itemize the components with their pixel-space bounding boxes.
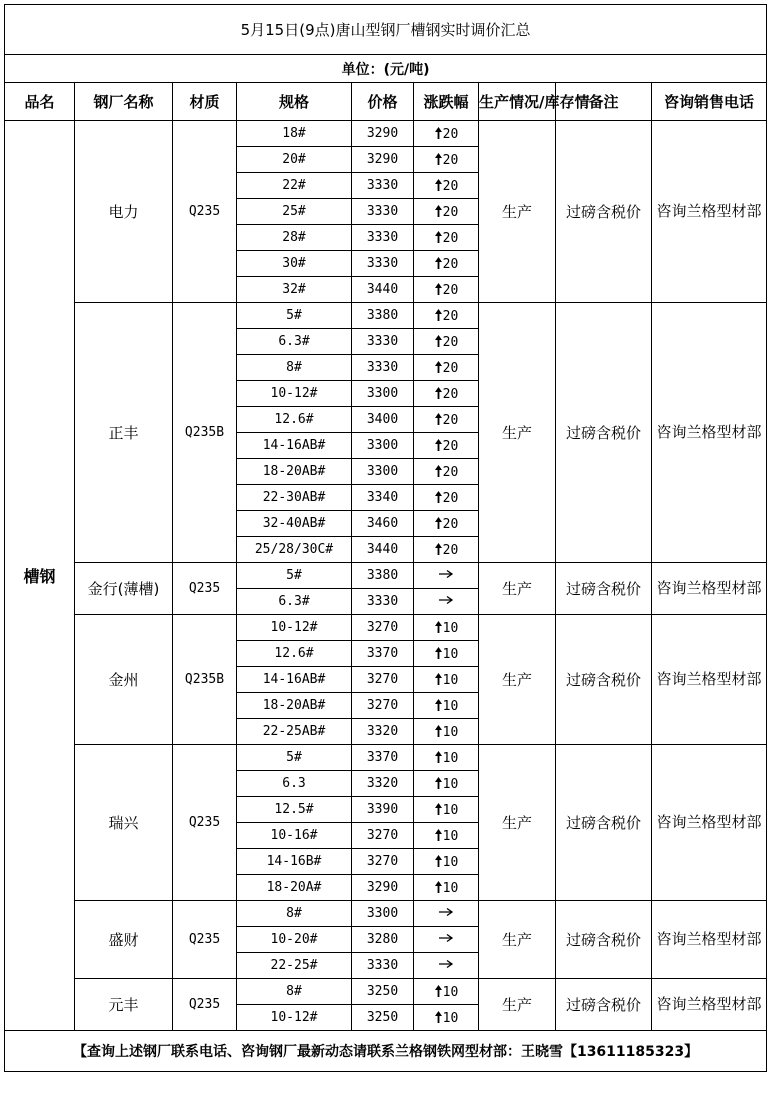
mill-name-cell: 元丰 xyxy=(75,979,173,1031)
remark-cell: 过磅含税价 xyxy=(556,901,652,979)
change-cell xyxy=(414,173,479,199)
spec-cell: 20# xyxy=(237,147,352,173)
arrow-up-icon xyxy=(434,491,443,506)
arrow-up-icon xyxy=(434,621,443,636)
change-value: 20 xyxy=(442,386,459,402)
arrow-right-icon xyxy=(438,594,454,609)
unit-label: 单位：(元/吨) xyxy=(5,55,767,83)
change-value: 10 xyxy=(442,724,459,740)
price-cell: 3320 xyxy=(352,771,414,797)
change-cell xyxy=(414,615,479,641)
mill-name-cell: 金行(薄槽) xyxy=(75,563,173,615)
arrow-up-icon xyxy=(434,257,443,272)
status-cell: 生产 xyxy=(479,563,556,615)
change-cell xyxy=(414,485,479,511)
change-cell xyxy=(414,537,479,563)
change-value: 10 xyxy=(442,802,459,818)
spec-cell: 25/28/30C# xyxy=(237,537,352,563)
status-cell: 生产 xyxy=(479,979,556,1031)
change-cell xyxy=(414,433,479,459)
arrow-up-icon xyxy=(434,153,443,168)
price-cell: 3300 xyxy=(352,381,414,407)
change-value: 10 xyxy=(442,750,459,766)
arrow-up-icon xyxy=(434,803,443,818)
material-cell: Q235 xyxy=(173,745,237,901)
price-cell: 3330 xyxy=(352,329,414,355)
spec-cell: 5# xyxy=(237,303,352,329)
change-cell xyxy=(414,797,479,823)
spec-cell: 18# xyxy=(237,121,352,147)
header-spec: 规格 xyxy=(237,83,352,121)
change-cell xyxy=(414,641,479,667)
change-cell xyxy=(414,563,479,589)
price-cell: 3280 xyxy=(352,927,414,953)
remark-cell: 过磅含税价 xyxy=(556,745,652,901)
table-row xyxy=(5,121,767,147)
arrow-up-icon xyxy=(434,881,443,896)
mill-name-cell: 正丰 xyxy=(75,303,173,563)
mill-name-cell: 盛财 xyxy=(75,901,173,979)
arrow-up-icon xyxy=(434,777,443,792)
phone-cell: 咨询兰格型材部 xyxy=(652,615,767,745)
price-cell: 3270 xyxy=(352,693,414,719)
price-cell: 3440 xyxy=(352,537,414,563)
header-material: 材质 xyxy=(173,83,237,121)
header-price: 价格 xyxy=(352,83,414,121)
change-cell xyxy=(414,901,479,927)
header-remark: 备注 xyxy=(556,83,652,121)
arrow-up-icon xyxy=(434,699,443,714)
status-cell: 生产 xyxy=(479,121,556,303)
change-value: 20 xyxy=(442,438,459,454)
status-cell: 生产 xyxy=(479,615,556,745)
status-cell: 生产 xyxy=(479,303,556,563)
spec-cell: 28# xyxy=(237,225,352,251)
change-value: 20 xyxy=(442,360,459,376)
price-cell: 3330 xyxy=(352,173,414,199)
arrow-up-icon xyxy=(434,309,443,324)
price-cell: 3290 xyxy=(352,875,414,901)
spec-cell: 10-20# xyxy=(237,927,352,953)
arrow-right-icon xyxy=(438,906,454,921)
change-value: 20 xyxy=(442,490,459,506)
change-value: 20 xyxy=(442,178,459,194)
mill-name-cell: 金州 xyxy=(75,615,173,745)
spec-cell: 6.3# xyxy=(237,329,352,355)
arrow-up-icon xyxy=(434,985,443,1000)
arrow-up-icon xyxy=(434,725,443,740)
spec-cell: 18-20AB# xyxy=(237,459,352,485)
arrow-up-icon xyxy=(434,231,443,246)
arrow-right-icon xyxy=(438,568,454,583)
spec-cell: 18-20AB# xyxy=(237,693,352,719)
material-cell: Q235B xyxy=(173,615,237,745)
price-cell: 3250 xyxy=(352,1005,414,1031)
spec-cell: 10-12# xyxy=(237,1005,352,1031)
change-cell xyxy=(414,407,479,433)
sheet-title: 5月15日(9点)唐山型钢厂槽钢实时调价汇总 xyxy=(5,5,767,55)
price-cell: 3320 xyxy=(352,719,414,745)
table-row xyxy=(5,303,767,329)
spec-cell: 8# xyxy=(237,901,352,927)
change-value: 10 xyxy=(442,984,459,1000)
price-cell: 3270 xyxy=(352,667,414,693)
arrow-up-icon xyxy=(434,335,443,350)
change-cell xyxy=(414,589,479,615)
change-cell xyxy=(414,953,479,979)
change-cell xyxy=(414,979,479,1005)
arrow-up-icon xyxy=(434,1011,443,1026)
spec-cell: 6.3 xyxy=(237,771,352,797)
mill-name-cell: 瑞兴 xyxy=(75,745,173,901)
mill-name-cell: 电力 xyxy=(75,121,173,303)
remark-cell: 过磅含税价 xyxy=(556,563,652,615)
arrow-up-icon xyxy=(434,543,443,558)
header-product: 品名 xyxy=(5,83,75,121)
price-cell: 3270 xyxy=(352,823,414,849)
change-cell xyxy=(414,927,479,953)
price-cell: 3390 xyxy=(352,797,414,823)
change-cell xyxy=(414,1005,479,1031)
header-phone: 咨询销售电话 xyxy=(652,83,767,121)
material-cell: Q235 xyxy=(173,121,237,303)
arrow-up-icon xyxy=(434,439,443,454)
arrow-up-icon xyxy=(434,673,443,688)
spec-cell: 6.3# xyxy=(237,589,352,615)
price-cell: 3370 xyxy=(352,641,414,667)
arrow-up-icon xyxy=(434,413,443,428)
spec-cell: 5# xyxy=(237,563,352,589)
change-value: 10 xyxy=(442,672,459,688)
spec-cell: 32# xyxy=(237,277,352,303)
spec-cell: 10-16# xyxy=(237,823,352,849)
change-value: 20 xyxy=(442,256,459,272)
change-cell xyxy=(414,823,479,849)
product-name-cell: 槽钢 xyxy=(5,121,75,1031)
phone-cell: 咨询兰格型材部 xyxy=(652,121,767,303)
arrow-up-icon xyxy=(434,205,443,220)
arrow-up-icon xyxy=(434,855,443,870)
change-value: 10 xyxy=(442,854,459,870)
change-cell xyxy=(414,355,479,381)
arrow-up-icon xyxy=(434,361,443,376)
spec-cell: 22-25# xyxy=(237,953,352,979)
change-cell xyxy=(414,251,479,277)
change-cell xyxy=(414,225,479,251)
price-cell: 3300 xyxy=(352,901,414,927)
price-cell: 3330 xyxy=(352,251,414,277)
price-cell: 3290 xyxy=(352,121,414,147)
spec-cell: 14-16AB# xyxy=(237,433,352,459)
change-value: 10 xyxy=(442,1010,459,1026)
header-mill: 钢厂名称 xyxy=(75,83,173,121)
spec-cell: 8# xyxy=(237,979,352,1005)
change-cell xyxy=(414,667,479,693)
price-cell: 3380 xyxy=(352,563,414,589)
header-change: 涨跌幅 xyxy=(414,83,479,121)
price-cell: 3330 xyxy=(352,953,414,979)
price-cell: 3400 xyxy=(352,407,414,433)
spec-cell: 22-30AB# xyxy=(237,485,352,511)
change-cell xyxy=(414,381,479,407)
price-cell: 3270 xyxy=(352,849,414,875)
status-cell: 生产 xyxy=(479,745,556,901)
material-cell: Q235 xyxy=(173,901,237,979)
phone-cell: 咨询兰格型材部 xyxy=(652,979,767,1031)
change-value: 10 xyxy=(442,620,459,636)
change-cell xyxy=(414,849,479,875)
change-value: 10 xyxy=(442,698,459,714)
arrow-right-icon xyxy=(438,932,454,947)
remark-cell: 过磅含税价 xyxy=(556,121,652,303)
change-value: 20 xyxy=(442,126,459,142)
remark-cell: 过磅含税价 xyxy=(556,615,652,745)
price-cell: 3370 xyxy=(352,745,414,771)
footer-contact: 【查询上述钢厂联系电话、咨询钢厂最新动态请联系兰格钢铁网型材部：王晓雪【13611185323】 xyxy=(5,1031,767,1072)
change-cell xyxy=(414,329,479,355)
arrow-up-icon xyxy=(434,647,443,662)
price-cell: 3340 xyxy=(352,485,414,511)
table-row xyxy=(5,745,767,771)
arrow-up-icon xyxy=(434,751,443,766)
price-table xyxy=(4,4,767,1072)
spec-cell: 18-20A# xyxy=(237,875,352,901)
price-cell: 3300 xyxy=(352,433,414,459)
arrow-up-icon xyxy=(434,127,443,142)
change-cell xyxy=(414,147,479,173)
spec-cell: 32-40AB# xyxy=(237,511,352,537)
spec-cell: 8# xyxy=(237,355,352,381)
price-cell: 3330 xyxy=(352,199,414,225)
material-cell: Q235 xyxy=(173,979,237,1031)
change-value: 10 xyxy=(442,646,459,662)
header-status: 生产情况/库存情 xyxy=(479,83,556,121)
change-value: 10 xyxy=(442,880,459,896)
change-cell xyxy=(414,303,479,329)
price-cell: 3250 xyxy=(352,979,414,1005)
price-cell: 3300 xyxy=(352,459,414,485)
price-cell: 3380 xyxy=(352,303,414,329)
spec-cell: 22-25AB# xyxy=(237,719,352,745)
change-cell xyxy=(414,511,479,537)
spec-cell: 14-16B# xyxy=(237,849,352,875)
change-cell xyxy=(414,693,479,719)
arrow-up-icon xyxy=(434,517,443,532)
spec-cell: 14-16AB# xyxy=(237,667,352,693)
price-cell: 3330 xyxy=(352,225,414,251)
change-value: 20 xyxy=(442,334,459,350)
phone-cell: 咨询兰格型材部 xyxy=(652,303,767,563)
spec-cell: 22# xyxy=(237,173,352,199)
arrow-right-icon xyxy=(438,958,454,973)
spec-cell: 12.6# xyxy=(237,641,352,667)
arrow-up-icon xyxy=(434,829,443,844)
change-value: 20 xyxy=(442,152,459,168)
price-cell: 3460 xyxy=(352,511,414,537)
change-cell xyxy=(414,199,479,225)
change-cell xyxy=(414,459,479,485)
change-value: 20 xyxy=(442,464,459,480)
change-value: 20 xyxy=(442,412,459,428)
phone-cell: 咨询兰格型材部 xyxy=(652,563,767,615)
spec-cell: 12.6# xyxy=(237,407,352,433)
spec-cell: 10-12# xyxy=(237,381,352,407)
change-value: 20 xyxy=(442,516,459,532)
phone-cell: 咨询兰格型材部 xyxy=(652,901,767,979)
spec-cell: 30# xyxy=(237,251,352,277)
change-cell xyxy=(414,277,479,303)
price-cell: 3270 xyxy=(352,615,414,641)
spec-cell: 25# xyxy=(237,199,352,225)
change-cell xyxy=(414,771,479,797)
change-cell xyxy=(414,719,479,745)
spec-cell: 12.5# xyxy=(237,797,352,823)
change-value: 10 xyxy=(442,828,459,844)
table-row xyxy=(5,901,767,927)
arrow-up-icon xyxy=(434,179,443,194)
material-cell: Q235B xyxy=(173,303,237,563)
spec-cell: 10-12# xyxy=(237,615,352,641)
change-value: 20 xyxy=(442,204,459,220)
arrow-up-icon xyxy=(434,283,443,298)
change-cell xyxy=(414,745,479,771)
arrow-up-icon xyxy=(434,387,443,402)
change-cell xyxy=(414,875,479,901)
remark-cell: 过磅含税价 xyxy=(556,979,652,1031)
change-value: 10 xyxy=(442,776,459,792)
price-cell: 3330 xyxy=(352,589,414,615)
material-cell: Q235 xyxy=(173,563,237,615)
spec-cell: 5# xyxy=(237,745,352,771)
change-value: 20 xyxy=(442,542,459,558)
price-cell: 3440 xyxy=(352,277,414,303)
change-value: 20 xyxy=(442,282,459,298)
phone-cell: 咨询兰格型材部 xyxy=(652,745,767,901)
price-cell: 3330 xyxy=(352,355,414,381)
change-cell xyxy=(414,121,479,147)
change-value: 20 xyxy=(442,230,459,246)
arrow-up-icon xyxy=(434,465,443,480)
change-value: 20 xyxy=(442,308,459,324)
table-row xyxy=(5,615,767,641)
remark-cell: 过磅含税价 xyxy=(556,303,652,563)
status-cell: 生产 xyxy=(479,901,556,979)
header-row xyxy=(5,83,767,121)
table-row xyxy=(5,563,767,589)
price-cell: 3290 xyxy=(352,147,414,173)
table-row xyxy=(5,979,767,1005)
